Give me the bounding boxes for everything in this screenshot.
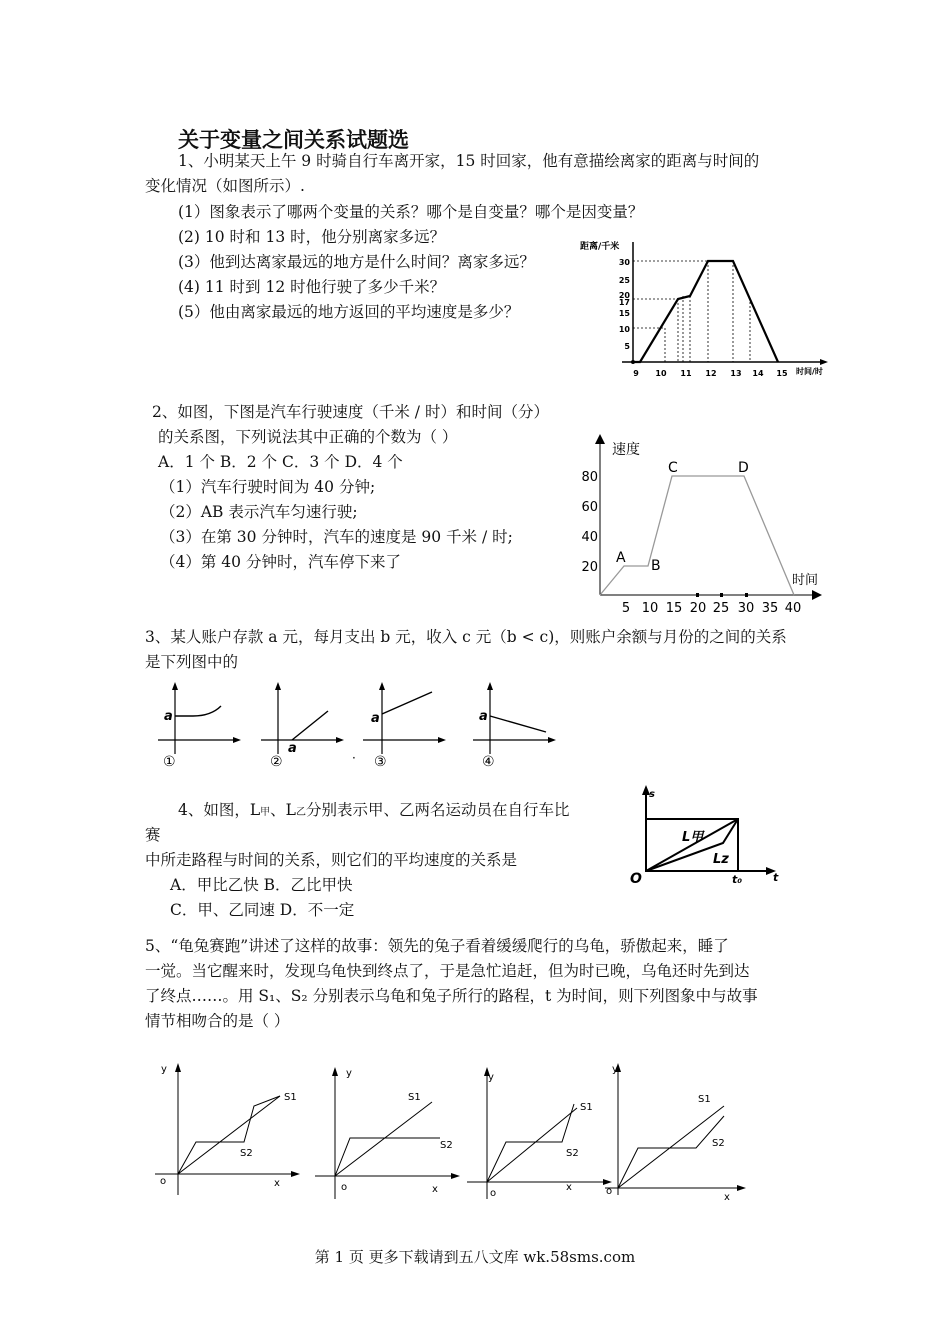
q4-line3: 中所走路程与时间的关系，则它们的平均速度的关系是 [145, 851, 518, 869]
svg-text:a: a [288, 741, 297, 756]
q2-sub-1: （1）汽车行驶时间为 40 分钟; [160, 478, 376, 496]
q4-opt1: A．甲比乙快 B．乙比甲快 [170, 876, 353, 894]
svg-text:s: s [649, 789, 655, 800]
svg-text:x: x [724, 1192, 730, 1203]
q3-graph-4 [470, 682, 560, 772]
q2-line2: 的关系图，下列说法其中正确的个数为（ ） [158, 428, 458, 446]
svg-text:60: 60 [581, 500, 598, 515]
svg-text:13: 13 [730, 369, 742, 378]
q5-line4: 情节相吻合的是（ ） [145, 1012, 290, 1030]
svg-text:y: y [612, 1064, 618, 1075]
svg-text:S1: S1 [408, 1092, 421, 1103]
q2-xlabel: 时间 [792, 573, 819, 588]
svg-text:x: x [274, 1178, 280, 1189]
svg-text:y: y [161, 1064, 167, 1075]
q1-sub-2: (2) 10 时和 13 时，他分别离家多远？ [178, 228, 446, 246]
svg-text:L甲: L甲 [682, 830, 704, 845]
svg-text:·: · [352, 751, 356, 765]
q5-line3: 了终点……。用 S₁、S₂ 分别表示乌龟和兔子所行的路程，t 为时间，则下列图象中与故事 [145, 987, 758, 1005]
q3-graph-2 [258, 682, 348, 772]
svg-text:20: 20 [618, 291, 630, 300]
svg-text:a: a [479, 709, 488, 724]
svg-text:30: 30 [618, 258, 630, 267]
q3-line2: 是下列图中的 [145, 653, 239, 671]
svg-text:9: 9 [633, 369, 639, 378]
q3-choice-3: ③ [374, 754, 387, 770]
q5-line1: 5、“龟兔赛跑”讲述了这样的故事：领先的兔子看着缓缓爬行的乌龟，骄傲起来，睡了 [145, 937, 729, 955]
svg-text:y: y [346, 1068, 352, 1079]
svg-text:S2: S2 [566, 1148, 579, 1159]
svg-text:25: 25 [618, 276, 630, 285]
page-title: 关于变量之间关系试题选 [178, 127, 409, 152]
svg-text:A: A [616, 550, 626, 566]
svg-text:15: 15 [618, 309, 630, 318]
svg-text:S1: S1 [580, 1102, 593, 1113]
svg-text:10: 10 [618, 325, 630, 334]
q3-choice-2: ② [270, 754, 283, 770]
svg-text:t: t [773, 871, 779, 884]
svg-text:o: o [490, 1188, 497, 1199]
svg-text:y: y [488, 1072, 494, 1083]
q2-sub-4: （4）第 40 分钟时，汽车停下来了 [160, 553, 401, 571]
svg-text:35: 35 [761, 601, 779, 616]
q4-race-chart [628, 785, 783, 885]
svg-text:Lz: Lz [713, 852, 729, 867]
svg-text:S1: S1 [698, 1094, 711, 1105]
q4-line1: 4、如图，L甲、L乙分别表示甲、乙两名运动员在自行车比 [178, 801, 570, 819]
svg-text:15: 15 [665, 601, 683, 616]
svg-text:14: 14 [752, 369, 764, 378]
q1-line1: 1、小明某天上午 9 时骑自行车离开家，15 时回家，他有意描绘离家的距离与时间的 [178, 152, 760, 170]
q2-sub-3: （3）在第 30 分钟时，汽车的速度是 90 千米 / 时; [160, 528, 513, 546]
q4-line2: 赛 [145, 826, 161, 844]
svg-text:o: o [341, 1182, 348, 1193]
svg-text:D: D [738, 460, 749, 476]
svg-text:80: 80 [581, 470, 598, 485]
q1-distance-time-chart [570, 238, 835, 383]
q2-speed-time-chart [570, 432, 830, 617]
svg-text:O: O [630, 871, 642, 887]
q1-xlabel: 时间/时 [796, 367, 823, 376]
svg-text:5: 5 [621, 601, 631, 616]
svg-text:12: 12 [705, 369, 717, 378]
svg-text:o: o [160, 1176, 167, 1187]
q1-sub-5: (5）他由离家最远的地方返回的平均速度是多少？ [178, 303, 520, 321]
q1-ylabel: 距离/千米 [580, 242, 620, 252]
q1-sub-3: (3）他到达离家最远的地方是什么时间？离家多远？ [178, 253, 535, 271]
svg-text:40: 40 [784, 601, 802, 616]
q2-options: A．1 个 B．2 个 C．3 个 D．4 个 [158, 453, 403, 471]
q3-graph-3 [352, 682, 450, 772]
q5-graph-B [310, 1064, 470, 1204]
q5-graph-A [150, 1060, 310, 1200]
page-footer: 第 1 页 更多下载请到五八文库 wk.58sms.com [314, 1248, 636, 1266]
q1-sub-1: (1）图象表示了哪两个变量的关系？哪个是自变量？哪个是因变量？ [178, 203, 644, 221]
svg-text:30: 30 [737, 601, 755, 616]
q1-line2: 变化情况（如图所示）. [145, 177, 305, 195]
svg-text:11: 11 [680, 369, 692, 378]
q2-ylabel: 速度 [612, 442, 640, 458]
q3-graph-1 [155, 682, 245, 772]
q5-line2: 一觉。当它醒来时，发现乌龟快到终点了，于是急忙追赶，但为时已晚，乌龟还时先到达 [145, 962, 750, 980]
q3-choice-4: ④ [482, 754, 495, 770]
svg-text:25: 25 [712, 601, 730, 616]
svg-text:B: B [651, 558, 661, 574]
svg-text:10: 10 [641, 601, 659, 616]
svg-text:S2: S2 [712, 1138, 725, 1149]
q2-line1: 2、如图，下图是汽车行驶速度（千米 / 时）和时间（分） [152, 403, 549, 421]
q5-graph-D [600, 1060, 760, 1203]
svg-text:o: o [606, 1186, 613, 1197]
q4-opt2: C．甲、乙同速 D．不一定 [170, 901, 355, 919]
q3-line1: 3、某人账户存款 a 元，每月支出 b 元，收入 c 元（b < c)，则账户余额与月份的之间的关系 [145, 628, 787, 646]
svg-text:5: 5 [624, 342, 630, 351]
svg-text:17: 17 [618, 298, 630, 307]
svg-text:S1: S1 [284, 1092, 297, 1103]
svg-text:x: x [566, 1182, 572, 1193]
q2-sub-2: （2）AB 表示汽车匀速行驶; [160, 503, 358, 521]
q5-graph-C [462, 1064, 622, 1204]
svg-text:S2: S2 [240, 1148, 253, 1159]
svg-text:15: 15 [776, 369, 788, 378]
svg-text:20: 20 [581, 560, 598, 575]
svg-text:a: a [164, 709, 173, 724]
svg-text:40: 40 [581, 530, 598, 545]
svg-text:S2: S2 [440, 1140, 453, 1151]
svg-text:C: C [668, 460, 678, 476]
svg-text:a: a [371, 711, 380, 726]
q3-choice-1: ① [163, 754, 176, 770]
svg-text:20: 20 [689, 601, 707, 616]
q1-sub-4: (4) 11 时到 12 时他行驶了多少千米？ [178, 278, 446, 296]
svg-text:x: x [432, 1184, 438, 1195]
svg-text:10: 10 [655, 369, 667, 378]
svg-text:t₀: t₀ [732, 873, 743, 886]
